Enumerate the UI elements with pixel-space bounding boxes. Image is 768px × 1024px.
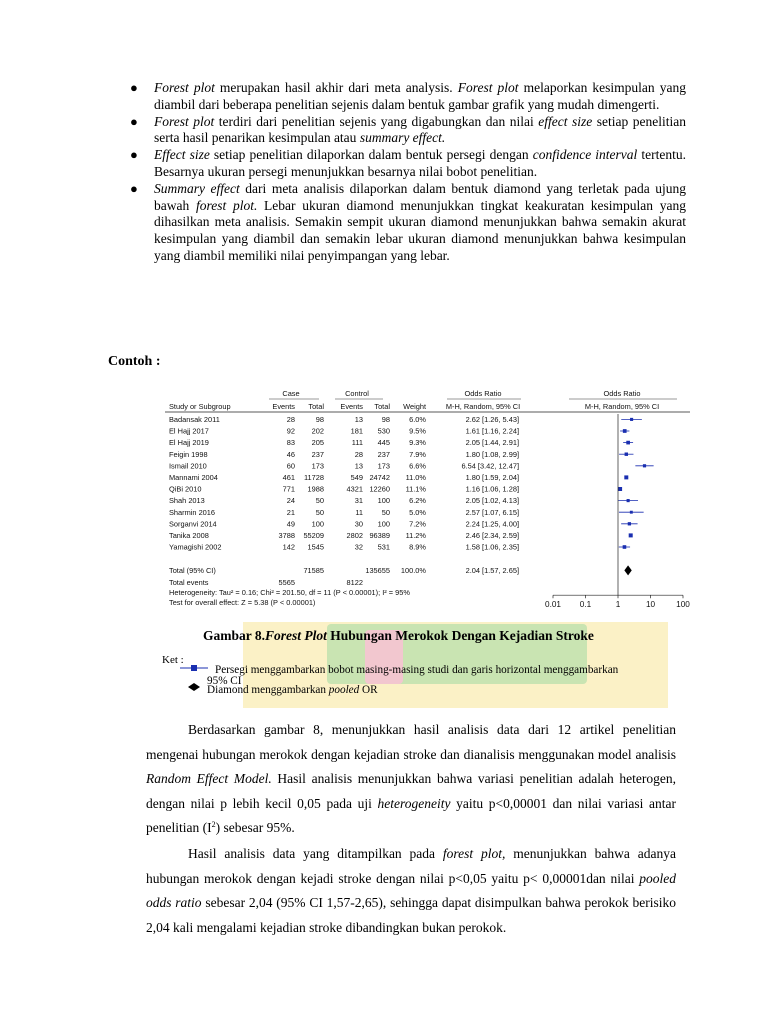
study-name: Shah 2013 bbox=[169, 496, 205, 506]
study-weight: 11.1% bbox=[405, 484, 426, 494]
case-events: 92 bbox=[286, 426, 295, 436]
study-weight: 7.9% bbox=[409, 449, 426, 459]
control-total: 96389 bbox=[369, 531, 390, 540]
overall-effect-text: Test for overall effect: Z = 5.38 (P < 0.00001) bbox=[169, 598, 316, 608]
case-events: 49 bbox=[286, 519, 295, 529]
study-square bbox=[618, 487, 622, 491]
case-total: 100 bbox=[311, 519, 324, 529]
paragraph2-run: pooled odds ratio bbox=[146, 870, 676, 911]
study-name: Ismail 2010 bbox=[169, 461, 207, 471]
control-events: 30 bbox=[354, 519, 363, 529]
bullet-item bbox=[126, 114, 686, 148]
control-total: 237 bbox=[377, 449, 390, 459]
bullet-list bbox=[126, 80, 686, 265]
study-ci-text: 2.05 [1.02, 4.13] bbox=[465, 496, 519, 506]
paragraph2-run: forest plot, bbox=[442, 846, 506, 861]
study-name: Sorganvi 2014 bbox=[169, 519, 217, 529]
bullet-text: terdiri dari penelitian sejenis yang digabungkan dan nilai bbox=[214, 113, 539, 129]
study-square bbox=[626, 441, 630, 445]
case-total: 55209 bbox=[303, 531, 324, 540]
bullet-dot-icon: ● bbox=[130, 80, 138, 95]
study-square bbox=[623, 545, 627, 549]
column-header: M-H, Random, 95% CI bbox=[445, 402, 521, 411]
column-header: M-H, Random, 95% CI bbox=[584, 402, 660, 411]
control-total: 12260 bbox=[369, 484, 390, 494]
study-square bbox=[625, 452, 628, 455]
study-ci-text: 2.62 [1.26, 5.43] bbox=[465, 415, 519, 424]
control-events: 11 bbox=[355, 507, 363, 517]
pooled-diamond bbox=[624, 565, 631, 575]
study-weight: 6.6% bbox=[409, 461, 426, 471]
paragraph1-run: 2 bbox=[211, 820, 216, 830]
control-total: 24742 bbox=[369, 473, 390, 482]
study-weight: 11.2% bbox=[405, 531, 426, 540]
paragraph2-run: Hasil analisis data yang ditampilkan pada bbox=[188, 846, 443, 861]
study-ci-text: 1.80 [1.59, 2.04] bbox=[465, 473, 519, 482]
study-weight: 5.0% bbox=[409, 507, 426, 517]
study-square bbox=[643, 464, 646, 467]
header-odds-ratio-plot: Odds Ratio bbox=[603, 389, 641, 398]
column-header: Weight bbox=[403, 402, 426, 411]
legend-diamond-suffix: OR bbox=[359, 684, 378, 696]
case-total: 50 bbox=[315, 507, 324, 517]
study-name: Badansak 2011 bbox=[169, 415, 220, 424]
study-weight: 9.5% bbox=[409, 426, 426, 436]
study-ci-text: 2.46 [2.34, 2.59] bbox=[465, 531, 519, 540]
bullet-text: Forest plot bbox=[154, 80, 215, 95]
legend-diamond-text bbox=[207, 684, 378, 696]
study-ci-text: 1.61 [1.16, 2.24] bbox=[465, 426, 519, 436]
control-events: 31 bbox=[354, 496, 363, 506]
column-header: Total bbox=[374, 402, 390, 411]
study-square bbox=[628, 522, 631, 525]
control-total: 98 bbox=[381, 415, 390, 424]
case-events: 83 bbox=[286, 438, 295, 448]
bullet-text: Lebar ukuran diamond menunjukkan tingkat keakuratan kesimpulan yang dihasilkan meta analisis. Semakin sempit ukuran diamond menunjukkan bahwa semakin akurat kesimpulan yang diambil dan semakin lebar ukuran diamond menunjukkan bahwa kesimpulan yang diambil memiliki nilai penyimpangan yang lebar. bbox=[154, 197, 686, 263]
bullet-text: Summary effect bbox=[154, 180, 240, 196]
heterogeneity-text: Heterogeneity: Tau² = 0.16; Chi² = 201.50, df = 11 (P < 0.00001); I² = 95% bbox=[169, 588, 410, 598]
bullet-text: dari meta analisis dilaporkan dalam bentuk diamond yang terletak pada ujung bawah bbox=[154, 180, 686, 213]
study-ci-text: 1.80 [1.08, 2.99] bbox=[465, 449, 519, 459]
study-name: QiBi 2010 bbox=[169, 484, 202, 494]
x-tick-label: 10 bbox=[645, 600, 656, 610]
caption-italic: Forest Plot bbox=[265, 628, 327, 643]
paragraph1-run: heterogeneity bbox=[377, 795, 451, 811]
study-ci-text: 1.58 [1.06, 2.35] bbox=[465, 542, 519, 552]
bullet-text: setiap penelitian serta hasil penarikan kesimpulan atau bbox=[154, 113, 687, 146]
total-case: 71585 bbox=[303, 566, 324, 576]
header-control: Control bbox=[345, 389, 369, 398]
bullet-text: confidence interval bbox=[532, 147, 638, 163]
column-header: Study or Subgroup bbox=[169, 402, 231, 411]
paragraph1-run: ) sebesar 95%. bbox=[215, 820, 295, 836]
case-events: 60 bbox=[286, 461, 295, 471]
column-header: Events bbox=[272, 402, 295, 411]
legend-square-icon bbox=[180, 664, 208, 672]
bullet-text: tertentu. Besarnya ukuran persegi menunjukkan besarnya nilai bobot penelitian. bbox=[154, 147, 686, 179]
case-total: 202 bbox=[311, 426, 324, 436]
study-square bbox=[629, 533, 633, 537]
case-events: 142 bbox=[282, 542, 295, 552]
legend-diamond-icon bbox=[180, 683, 208, 691]
bullet-item bbox=[126, 181, 686, 265]
bullet-text: forest plot. bbox=[195, 197, 258, 213]
bullet-text: merupakan hasil akhir dari meta analysis. bbox=[214, 80, 458, 95]
study-square bbox=[623, 429, 627, 433]
case-events: 3788 bbox=[278, 531, 295, 540]
total-events-case: 5565 bbox=[278, 578, 295, 588]
case-total: 1988 bbox=[307, 484, 324, 494]
study-name: Mannami 2004 bbox=[169, 473, 218, 482]
control-events: 549 bbox=[350, 473, 363, 482]
control-events: 4321 bbox=[346, 484, 363, 494]
case-events: 46 bbox=[286, 449, 295, 459]
bullet-text: setiap penelitian dilaporkan dalam bentuk persegi dengan bbox=[209, 147, 533, 163]
bullet-item bbox=[126, 147, 686, 181]
control-total: 173 bbox=[377, 461, 390, 471]
study-ci-text: 1.16 [1.06, 1.28] bbox=[465, 484, 519, 494]
control-events: 111 bbox=[351, 438, 363, 448]
case-total: 50 bbox=[315, 496, 324, 506]
study-name: Feigin 1998 bbox=[169, 449, 208, 459]
case-events: 28 bbox=[286, 415, 295, 424]
total-ci-text: 2.04 [1.57, 2.65] bbox=[465, 566, 519, 576]
case-events: 21 bbox=[286, 507, 295, 517]
bullet-item bbox=[126, 80, 686, 114]
study-name: Tanika 2008 bbox=[169, 531, 209, 540]
x-tick-label: 1 bbox=[615, 600, 621, 610]
control-total: 530 bbox=[377, 426, 390, 436]
bullet-text: summary effect. bbox=[359, 130, 446, 146]
paragraph-2 bbox=[146, 842, 676, 940]
bullet-text: Effect size bbox=[154, 147, 210, 163]
bullet-text: effect size bbox=[538, 113, 593, 129]
study-ci-text: 2.24 [1.25, 4.00] bbox=[465, 519, 519, 529]
study-weight: 6.0% bbox=[409, 415, 426, 424]
study-weight: 8.9% bbox=[409, 542, 426, 552]
example-label: Contoh : bbox=[108, 354, 161, 369]
x-tick-label: 0.01 bbox=[545, 600, 561, 610]
control-total: 100 bbox=[377, 519, 390, 529]
caption-prefix: Gambar 8. bbox=[203, 628, 266, 643]
study-name: Sharmin 2016 bbox=[169, 507, 216, 517]
paragraph1-run: Random Effect Model. bbox=[146, 771, 272, 787]
case-events: 771 bbox=[282, 484, 295, 494]
study-ci-text: 2.05 [1.44, 2.91] bbox=[465, 438, 519, 448]
study-name: El Hajj 2017 bbox=[169, 426, 209, 436]
case-total: 11728 bbox=[303, 473, 324, 482]
paragraph1-run: Berdasarkan gambar 8, menunjukkan hasil analisis data dari 12 artikel penelitian mengenai hubungan merokok dengan kejadian stroke dan dianalisis menggunakan model analisis bbox=[146, 722, 676, 762]
x-tick-label: 0.1 bbox=[579, 600, 592, 610]
paragraph-1 bbox=[146, 718, 676, 841]
column-header: Events bbox=[340, 402, 363, 411]
case-events: 24 bbox=[286, 496, 295, 506]
total-weight: 100.0% bbox=[400, 566, 426, 576]
total-label: Total (95% CI) bbox=[169, 566, 216, 576]
forest-plot bbox=[155, 380, 700, 626]
bullet-text: melaporkan kesimpulan yang diambil dari beberapa penelitian sejenis dalam bentuk gambar grafik yang mudah dimengerti. bbox=[154, 80, 686, 112]
legend-diamond-italic: pooled bbox=[328, 684, 360, 696]
study-weight: 7.2% bbox=[409, 519, 426, 529]
control-total: 445 bbox=[377, 438, 390, 448]
legend-key-label: Ket : bbox=[162, 654, 184, 666]
header-odds-ratio: Odds Ratio bbox=[464, 389, 502, 398]
bullet-text: Forest plot bbox=[154, 113, 215, 129]
case-events: 461 bbox=[282, 473, 295, 482]
study-square bbox=[630, 418, 633, 421]
case-total: 237 bbox=[311, 449, 324, 459]
control-events: 181 bbox=[350, 426, 363, 436]
study-square bbox=[630, 511, 633, 514]
bullet-dot-icon: ● bbox=[130, 147, 138, 163]
control-events: 32 bbox=[354, 542, 363, 552]
study-name: Yamagishi 2002 bbox=[169, 542, 222, 552]
caption-rest: Hubungan Merokok Dengan Kejadian Stroke bbox=[326, 628, 594, 643]
legend-square-text-2: 95% CI bbox=[207, 675, 242, 687]
control-events: 13 bbox=[354, 461, 363, 471]
case-total: 1545 bbox=[307, 542, 324, 552]
study-weight: 6.2% bbox=[409, 496, 426, 506]
case-total: 98 bbox=[315, 415, 324, 424]
bullet-text: Forest plot bbox=[457, 80, 519, 95]
total-events-control: 8122 bbox=[346, 578, 363, 588]
forest-plot-figure bbox=[155, 380, 700, 708]
header-case: Case bbox=[282, 389, 300, 398]
x-tick-label: 100 bbox=[676, 600, 690, 610]
figure-caption bbox=[203, 628, 594, 644]
paragraph1-run: yaitu p<0,00001 dan nilai variasi antar penelitian (I bbox=[146, 795, 676, 836]
bullet-dot-icon: ● bbox=[130, 113, 138, 129]
column-header: Total bbox=[308, 402, 324, 411]
legend-square-text: Persegi menggambarkan bobot masing-masing studi dan garis horizontal menggambarkan bbox=[215, 664, 619, 676]
total-events-label: Total events bbox=[169, 578, 209, 588]
control-events: 13 bbox=[354, 415, 363, 424]
control-total: 531 bbox=[377, 542, 390, 552]
study-ci-text: 6.54 [3.42, 12.47] bbox=[461, 461, 519, 471]
study-square bbox=[627, 499, 630, 502]
paragraph2-run: menunjukkan bahwa adanya hubungan merokok dengan kejadi stroke dengan nilai p<0,05 yaitu p< 0,00001dan nilai bbox=[146, 846, 676, 886]
study-square bbox=[624, 475, 628, 479]
paragraph1-run: Hasil analisis menunjukkan bahwa variasi penelitian adalah heterogen, dengan nilai p lebih kecil 0,05 pada uji bbox=[146, 771, 677, 811]
control-total: 50 bbox=[381, 507, 390, 517]
control-total: 100 bbox=[377, 496, 390, 506]
study-name: El Hajj 2019 bbox=[169, 438, 209, 448]
study-weight: 11.0% bbox=[405, 473, 426, 482]
bullet-dot-icon: ● bbox=[130, 180, 138, 196]
study-weight: 9.3% bbox=[409, 438, 426, 448]
case-total: 205 bbox=[311, 438, 324, 448]
legend-diamond-prefix: Diamond menggambarkan bbox=[207, 684, 329, 696]
case-total: 173 bbox=[311, 461, 324, 471]
study-ci-text: 2.57 [1.07, 6.15] bbox=[465, 507, 519, 517]
control-events: 28 bbox=[354, 449, 363, 459]
control-events: 2802 bbox=[346, 531, 363, 540]
total-control: 135655 bbox=[365, 566, 390, 576]
paragraph2-run: sebesar 2,04 (95% CI 1,57-2,65), sehingga dapat disimpulkan bahwa perokok berisiko 2,04 kali mengalami kejadian stroke dibandingkan bukan perokok. bbox=[146, 895, 676, 935]
